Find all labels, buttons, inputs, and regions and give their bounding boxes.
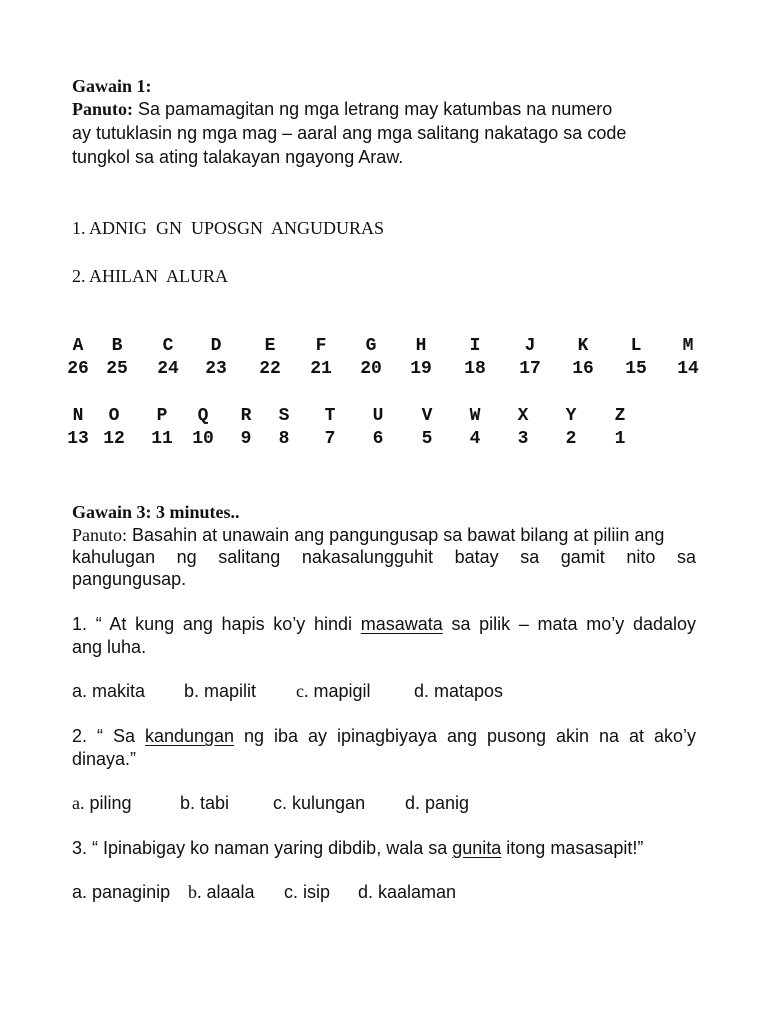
code-number-r1-0: 26 [67, 359, 89, 379]
code-letter-r2-10: X [517, 406, 529, 426]
gawain1-item-2: 2. AHILAN ALURA [72, 266, 228, 286]
code-letter-r2-2: P [156, 406, 168, 426]
gawain3-panuto-text1: Basahin at unawain ang pangungusap sa bawat bilang at piliin ang [132, 525, 665, 545]
question-2-choice-a[interactable]: a. piling [72, 793, 132, 813]
code-letter-r1-1: B [111, 336, 123, 356]
question-2-choice-d[interactable]: d. panig [405, 793, 470, 813]
code-number-r2-10: 3 [517, 429, 529, 449]
code-letter-r1-5: F [315, 336, 327, 356]
gawain1-panuto-line1 [72, 99, 612, 120]
code-letter-r1-11: L [630, 336, 642, 356]
code-letter-r2-5: S [278, 406, 290, 426]
question-3-line1 [72, 838, 643, 859]
gawain1-title: Gawain 1: [72, 76, 152, 96]
code-number-r2-8: 5 [421, 429, 433, 449]
code-letter-r1-0: A [72, 336, 84, 356]
question-3-choice-d[interactable]: d. kaalaman [358, 882, 457, 902]
code-number-r1-1: 25 [106, 359, 128, 379]
code-number-r1-6: 20 [360, 359, 382, 379]
code-letter-r2-6: T [324, 406, 336, 426]
question-1-choice-a[interactable]: a. makita [72, 681, 146, 701]
code-number-r2-1: 12 [103, 429, 125, 449]
question-2-line2: dinaya.” [72, 749, 137, 769]
question-2-text-pre: 2. “ Sa [72, 726, 145, 746]
code-number-r2-0: 13 [67, 429, 89, 449]
code-number-r1-3: 23 [205, 359, 227, 379]
code-number-r2-11: 2 [565, 429, 577, 449]
question-1-line2: ang luha. [72, 637, 147, 657]
code-letter-r1-4: E [264, 336, 276, 356]
code-number-r2-4: 9 [240, 429, 252, 449]
gawain3-panuto-line1 [72, 525, 664, 546]
question-1-text-post: sa pilik – mata mo’y dadaloy [442, 614, 697, 634]
code-letter-r2-7: U [372, 406, 384, 426]
code-letter-r1-3: D [210, 336, 222, 356]
question-3-underlined-word: gunita [452, 838, 502, 858]
question-1-choice-b[interactable]: b. mapilit [184, 681, 257, 701]
gawain3-panuto-line3: pangungusap. [72, 569, 187, 589]
code-letter-r2-9: W [469, 406, 481, 426]
question-1-text-pre: 1. “ At kung ang hapis ko’y hindi [72, 614, 361, 634]
question-2-underlined-word: kandungan [144, 726, 235, 746]
code-number-r2-6: 7 [324, 429, 336, 449]
code-number-r2-7: 6 [372, 429, 384, 449]
question-3-text-pre: 3. “ Ipinabigay ko naman yaring dibdib, wala sa [72, 838, 453, 858]
gawain3-panuto-label: Panuto: [72, 525, 128, 545]
gawain1-panuto-line3: tungkol sa ating talakayan ngayong Araw. [72, 147, 404, 167]
gawain3-panuto-line2: kahulugan ng salitang nakasalungguhit batay sa gamit nito sa [72, 547, 696, 567]
code-letter-r1-12: M [682, 336, 694, 356]
question-3-text-post: itong masasapit!” [501, 838, 644, 858]
code-letter-r2-0: N [72, 406, 84, 426]
code-number-r1-12: 14 [677, 359, 699, 379]
code-number-r1-8: 18 [464, 359, 486, 379]
code-letter-r2-8: V [421, 406, 433, 426]
gawain3-title: Gawain 3: 3 minutes.. [72, 502, 240, 522]
code-letter-r1-6: G [365, 336, 377, 356]
question-1-underlined-word: masawata [360, 614, 443, 634]
code-letter-r1-7: H [415, 336, 427, 356]
code-letter-r2-1: O [108, 406, 120, 426]
question-2-line1 [72, 726, 696, 747]
code-number-r2-12: 1 [614, 429, 626, 449]
gawain1-panuto-line2: ay tutuklasin ng mga mag – aaral ang mga salitang nakatago sa code [72, 123, 627, 143]
code-letter-r2-4: R [240, 406, 252, 426]
code-letter-r2-11: Y [565, 406, 577, 426]
code-letter-r1-10: K [577, 336, 589, 356]
gawain1-panuto-label: Panuto: [72, 99, 134, 119]
question-3-choice-b[interactable]: b. alaala [188, 882, 255, 902]
code-number-r1-4: 22 [259, 359, 281, 379]
code-letter-r1-2: C [162, 336, 174, 356]
code-number-r2-3: 10 [192, 429, 214, 449]
code-number-r1-9: 17 [519, 359, 541, 379]
question-3-choice-a[interactable]: a. panaginip [72, 882, 171, 902]
question-2-choice-c[interactable]: c. kulungan [273, 793, 366, 813]
code-number-r1-10: 16 [572, 359, 594, 379]
code-letter-r2-12: Z [614, 406, 626, 426]
code-number-r2-9: 4 [469, 429, 481, 449]
question-2-text-post: ng iba ay ipinagbiyaya ang pusong akin na at ako’y [234, 726, 697, 746]
question-1-line1 [72, 614, 696, 635]
code-number-r2-5: 8 [278, 429, 290, 449]
question-1-choice-d[interactable]: d. matapos [414, 681, 504, 701]
code-letter-r2-3: Q [197, 406, 209, 426]
question-1-choice-c[interactable]: c. mapigil [296, 681, 371, 701]
code-number-r2-2: 11 [151, 429, 173, 449]
question-2-choice-b[interactable]: b. tabi [180, 793, 230, 813]
question-3-choice-c[interactable]: c. isip [284, 882, 331, 902]
code-number-r1-11: 15 [625, 359, 647, 379]
gawain1-item-1: 1. ADNIG GN UPOSGN ANGUDURAS [72, 218, 385, 238]
code-letter-r1-9: J [524, 336, 536, 356]
code-number-r1-2: 24 [157, 359, 179, 379]
code-number-r1-5: 21 [310, 359, 332, 379]
code-letter-r1-8: I [469, 336, 481, 356]
gawain1-panuto-text1: Sa pamamagitan ng mga letrang may katumbas na numero [138, 99, 613, 119]
code-number-r1-7: 19 [410, 359, 432, 379]
